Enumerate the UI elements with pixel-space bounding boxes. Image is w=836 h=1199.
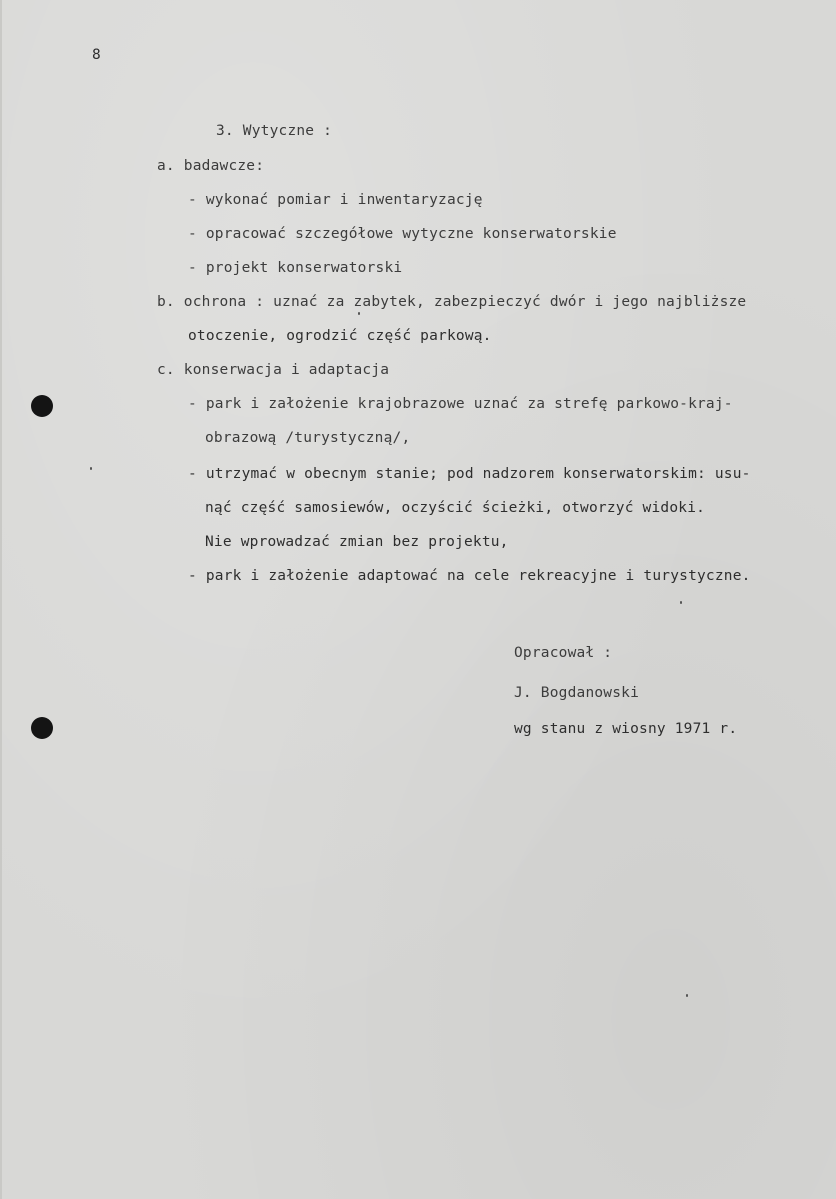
list-item: - park i założenie krajobrazowe uznać za strefę parkowo-kraj- [188, 396, 733, 412]
paper-speck [358, 312, 360, 315]
list-item: - opracować szczegółowe wytyczne konserwatorskie [188, 226, 617, 242]
punch-hole [31, 395, 53, 417]
paper-speck [686, 994, 688, 997]
signature-name: J. Bogdanowski [514, 685, 640, 701]
item-c-label: c. konserwacja i adaptacja [157, 362, 390, 378]
paper-speck [90, 467, 92, 470]
list-item: Nie wprowadzać zmian bez projektu, [205, 534, 509, 550]
list-item: nąć część samosiewów, oczyścić ścieżki, otworzyć widoki. [205, 500, 706, 516]
list-item: obrazową /turystyczną/, [205, 430, 411, 446]
list-item: - projekt konserwatorski [188, 260, 403, 276]
list-item: - utrzymać w obecnym stanie; pod nadzorem konserwatorskim: usu- [188, 466, 751, 482]
paper-speck [680, 601, 682, 604]
item-b-line: otoczenie, ogrodzić część parkową. [188, 328, 492, 344]
page-number: 8 [92, 47, 101, 63]
item-b-line: b. ochrona : uznać za zabytek, zabezpieczyć dwór i jego najbliższe [157, 294, 747, 310]
signature-label: Opracował : [514, 645, 613, 661]
item-a-label: a. badawcze: [157, 158, 265, 174]
punch-hole [31, 717, 53, 739]
section-heading: 3. Wytyczne : [216, 123, 333, 139]
list-item: - park i założenie adaptować na cele rekreacyjne i turystyczne. [188, 568, 751, 584]
signature-date: wg stanu z wiosny 1971 r. [514, 721, 738, 737]
list-item: - wykonać pomiar i inwentaryzację [188, 192, 483, 208]
